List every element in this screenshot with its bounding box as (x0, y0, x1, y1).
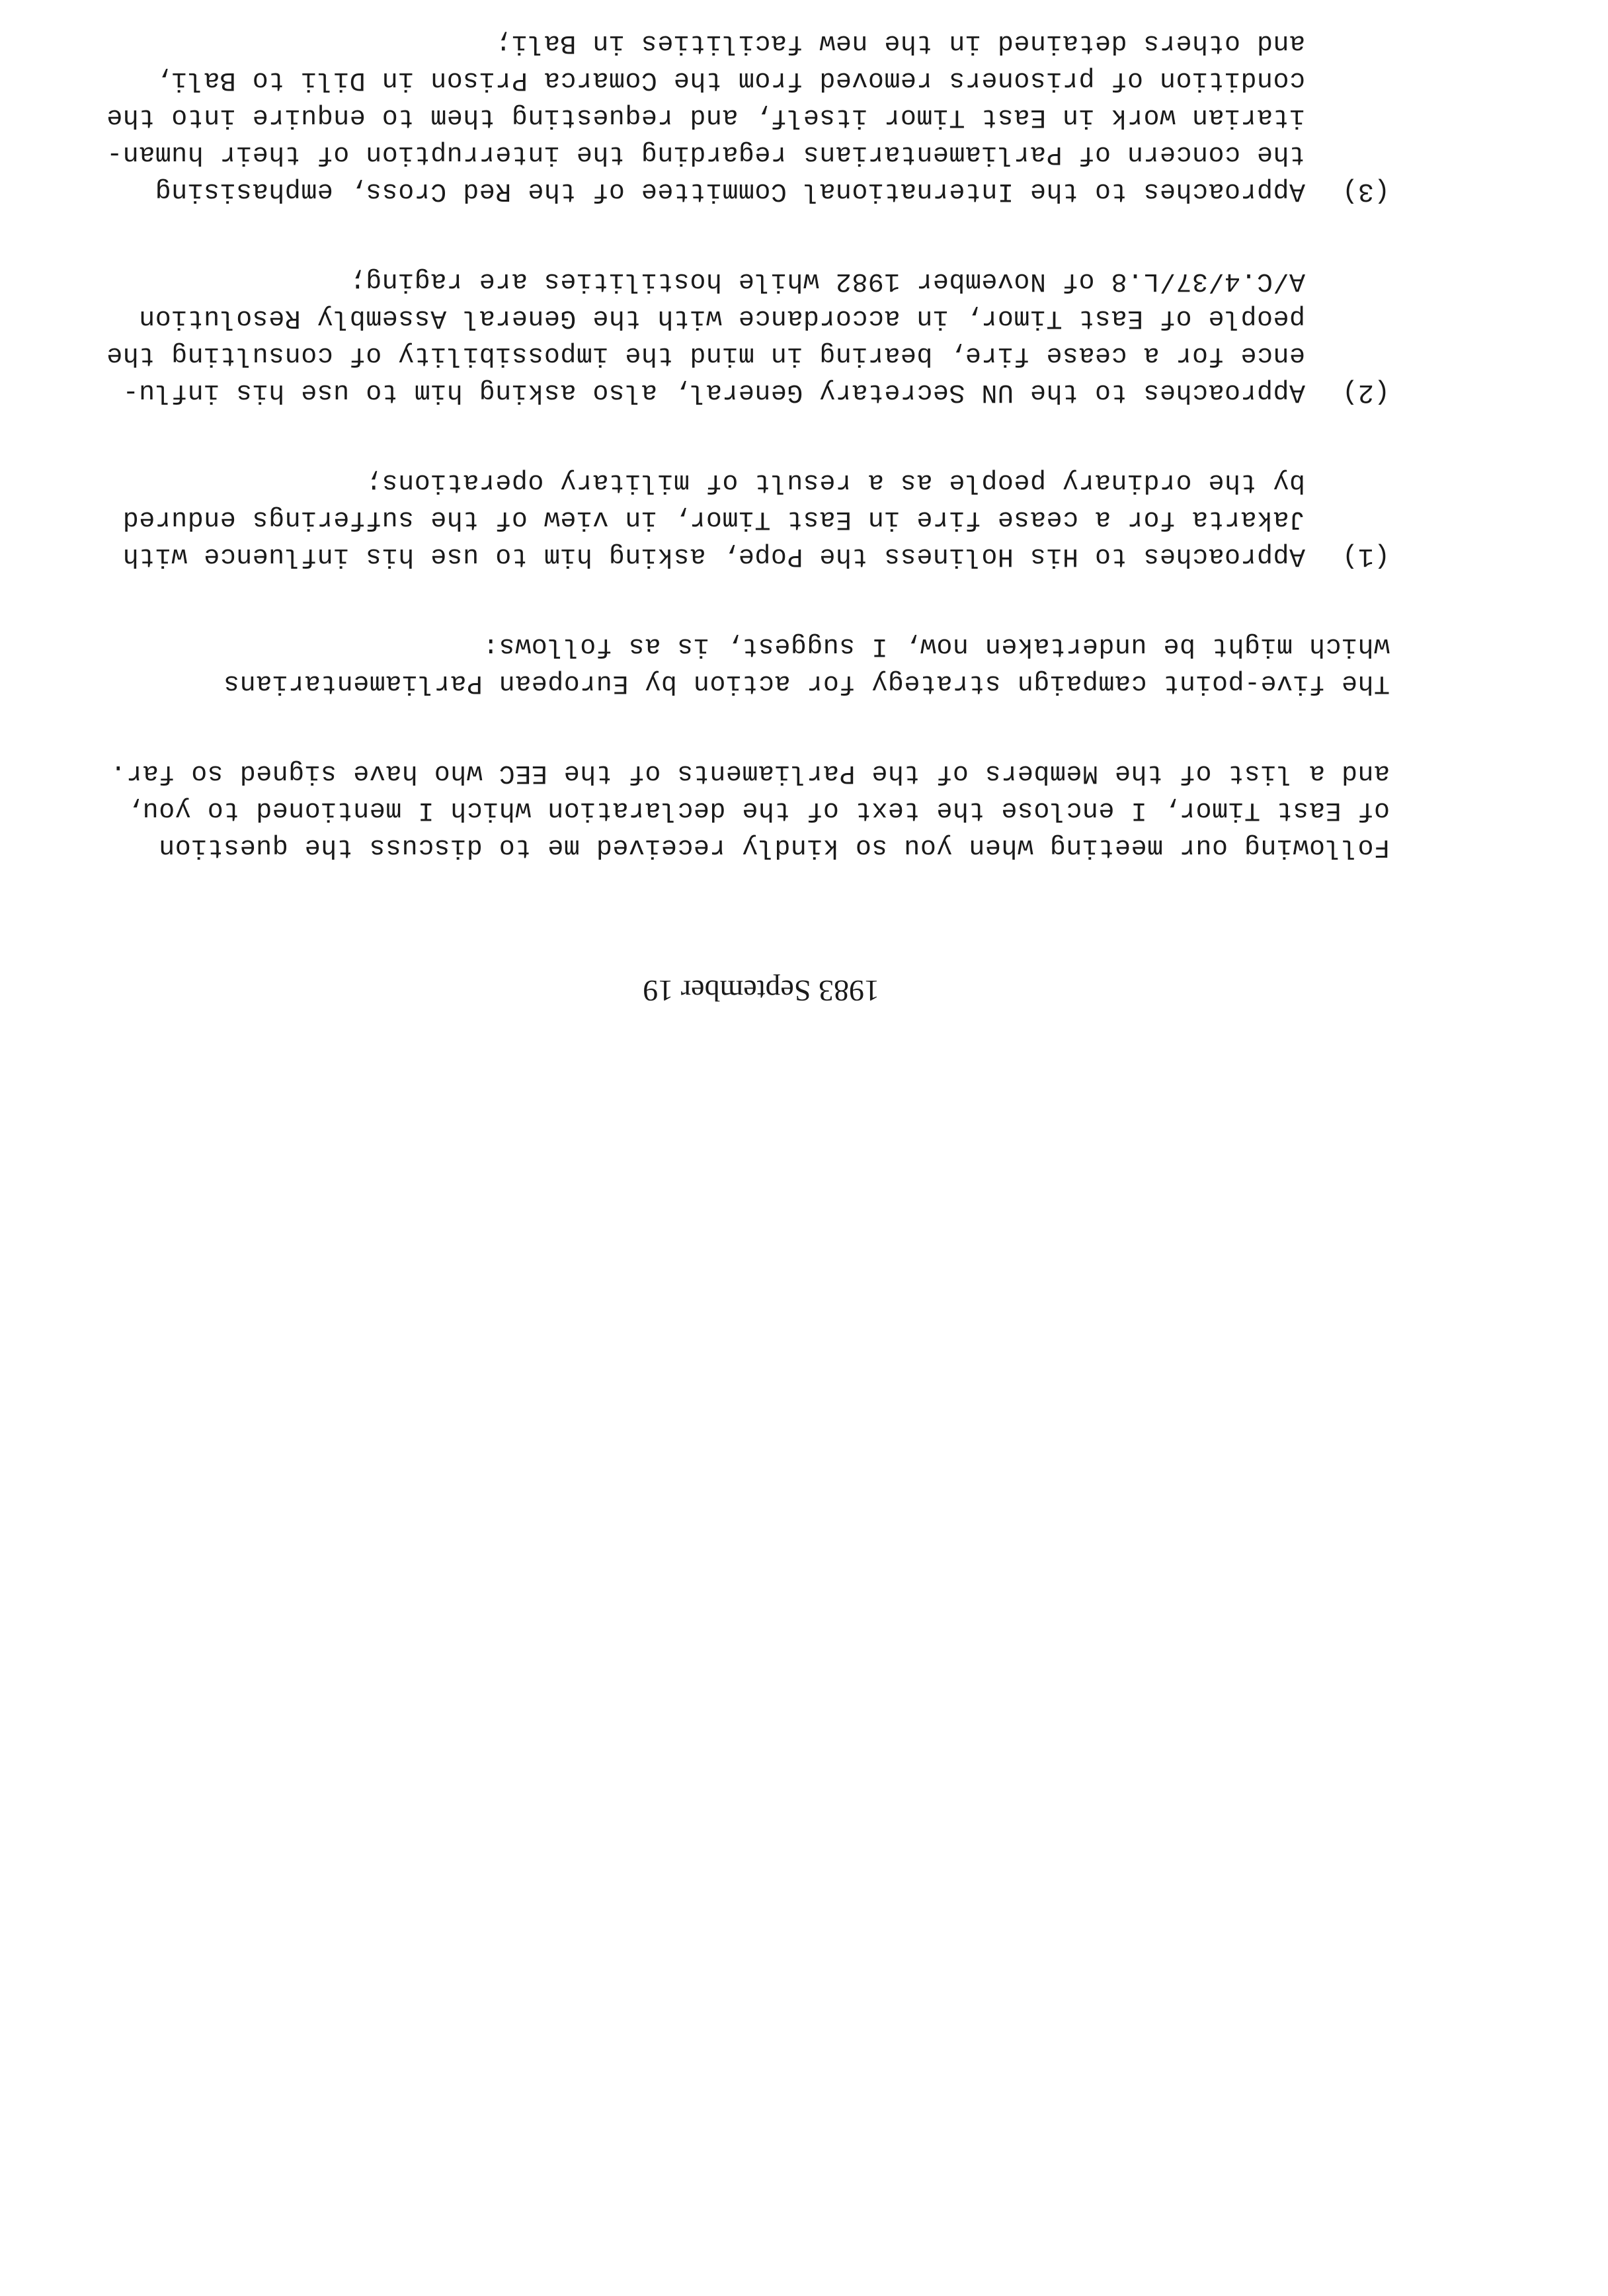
point-line: Approaches to the International Committee of the Red Cross, emphasising (155, 176, 1305, 206)
point-number: (1) (1342, 541, 1390, 571)
point-line: Approaches to the UN Secretary General, also asking him to use his influ- (122, 377, 1305, 407)
strategy-line: which might be undertaken now, I suggest, is as follows: (482, 631, 1390, 661)
intro-line: and a list of the Members of the Parliaments of the EEC who have signed so far. (110, 758, 1390, 788)
point-line: people of East Timor, in accordance with the General Assembly Resolution (138, 303, 1305, 333)
point-line: condition of prisoners removed from the Comarca Prison in Dili to Bali, (155, 65, 1305, 95)
point-line: Approaches to His Holiness the Pope, asking him to use his influence with (122, 541, 1305, 571)
intro-line: of East Timor, I enclose the text of the declaration which I mentioned to you, (126, 795, 1390, 825)
point-line: itarian work in East Timor itself, and requesting them to enquire into the (106, 102, 1305, 132)
strategy-line: The five-point campaign strategy for action by European Parliamentarians (223, 668, 1390, 698)
point-line: Jakarta for a cease fire in East Timor, in view of the sufferings endured (122, 504, 1305, 534)
point-line: the concern of Parliamentarians regarding the interruption of their human- (106, 139, 1305, 169)
letter-date: 1983 September 19 (643, 974, 879, 1008)
point-line: ence for a cease fire, bearing in mind the impossibility of consulting the (106, 340, 1305, 370)
point-line: and others detained in the new facilities in Bali; (495, 28, 1305, 58)
point-line: by the ordinary people as a result of military operations; (365, 467, 1305, 497)
point-line: A/C.4/37/L.8 of November 1982 while hostilities are raging; (349, 266, 1305, 296)
point-number: (3) (1342, 176, 1390, 206)
intro-line: Following our meeting when you so kindly received me to discuss the question (158, 832, 1390, 862)
point-number: (2) (1342, 377, 1390, 407)
